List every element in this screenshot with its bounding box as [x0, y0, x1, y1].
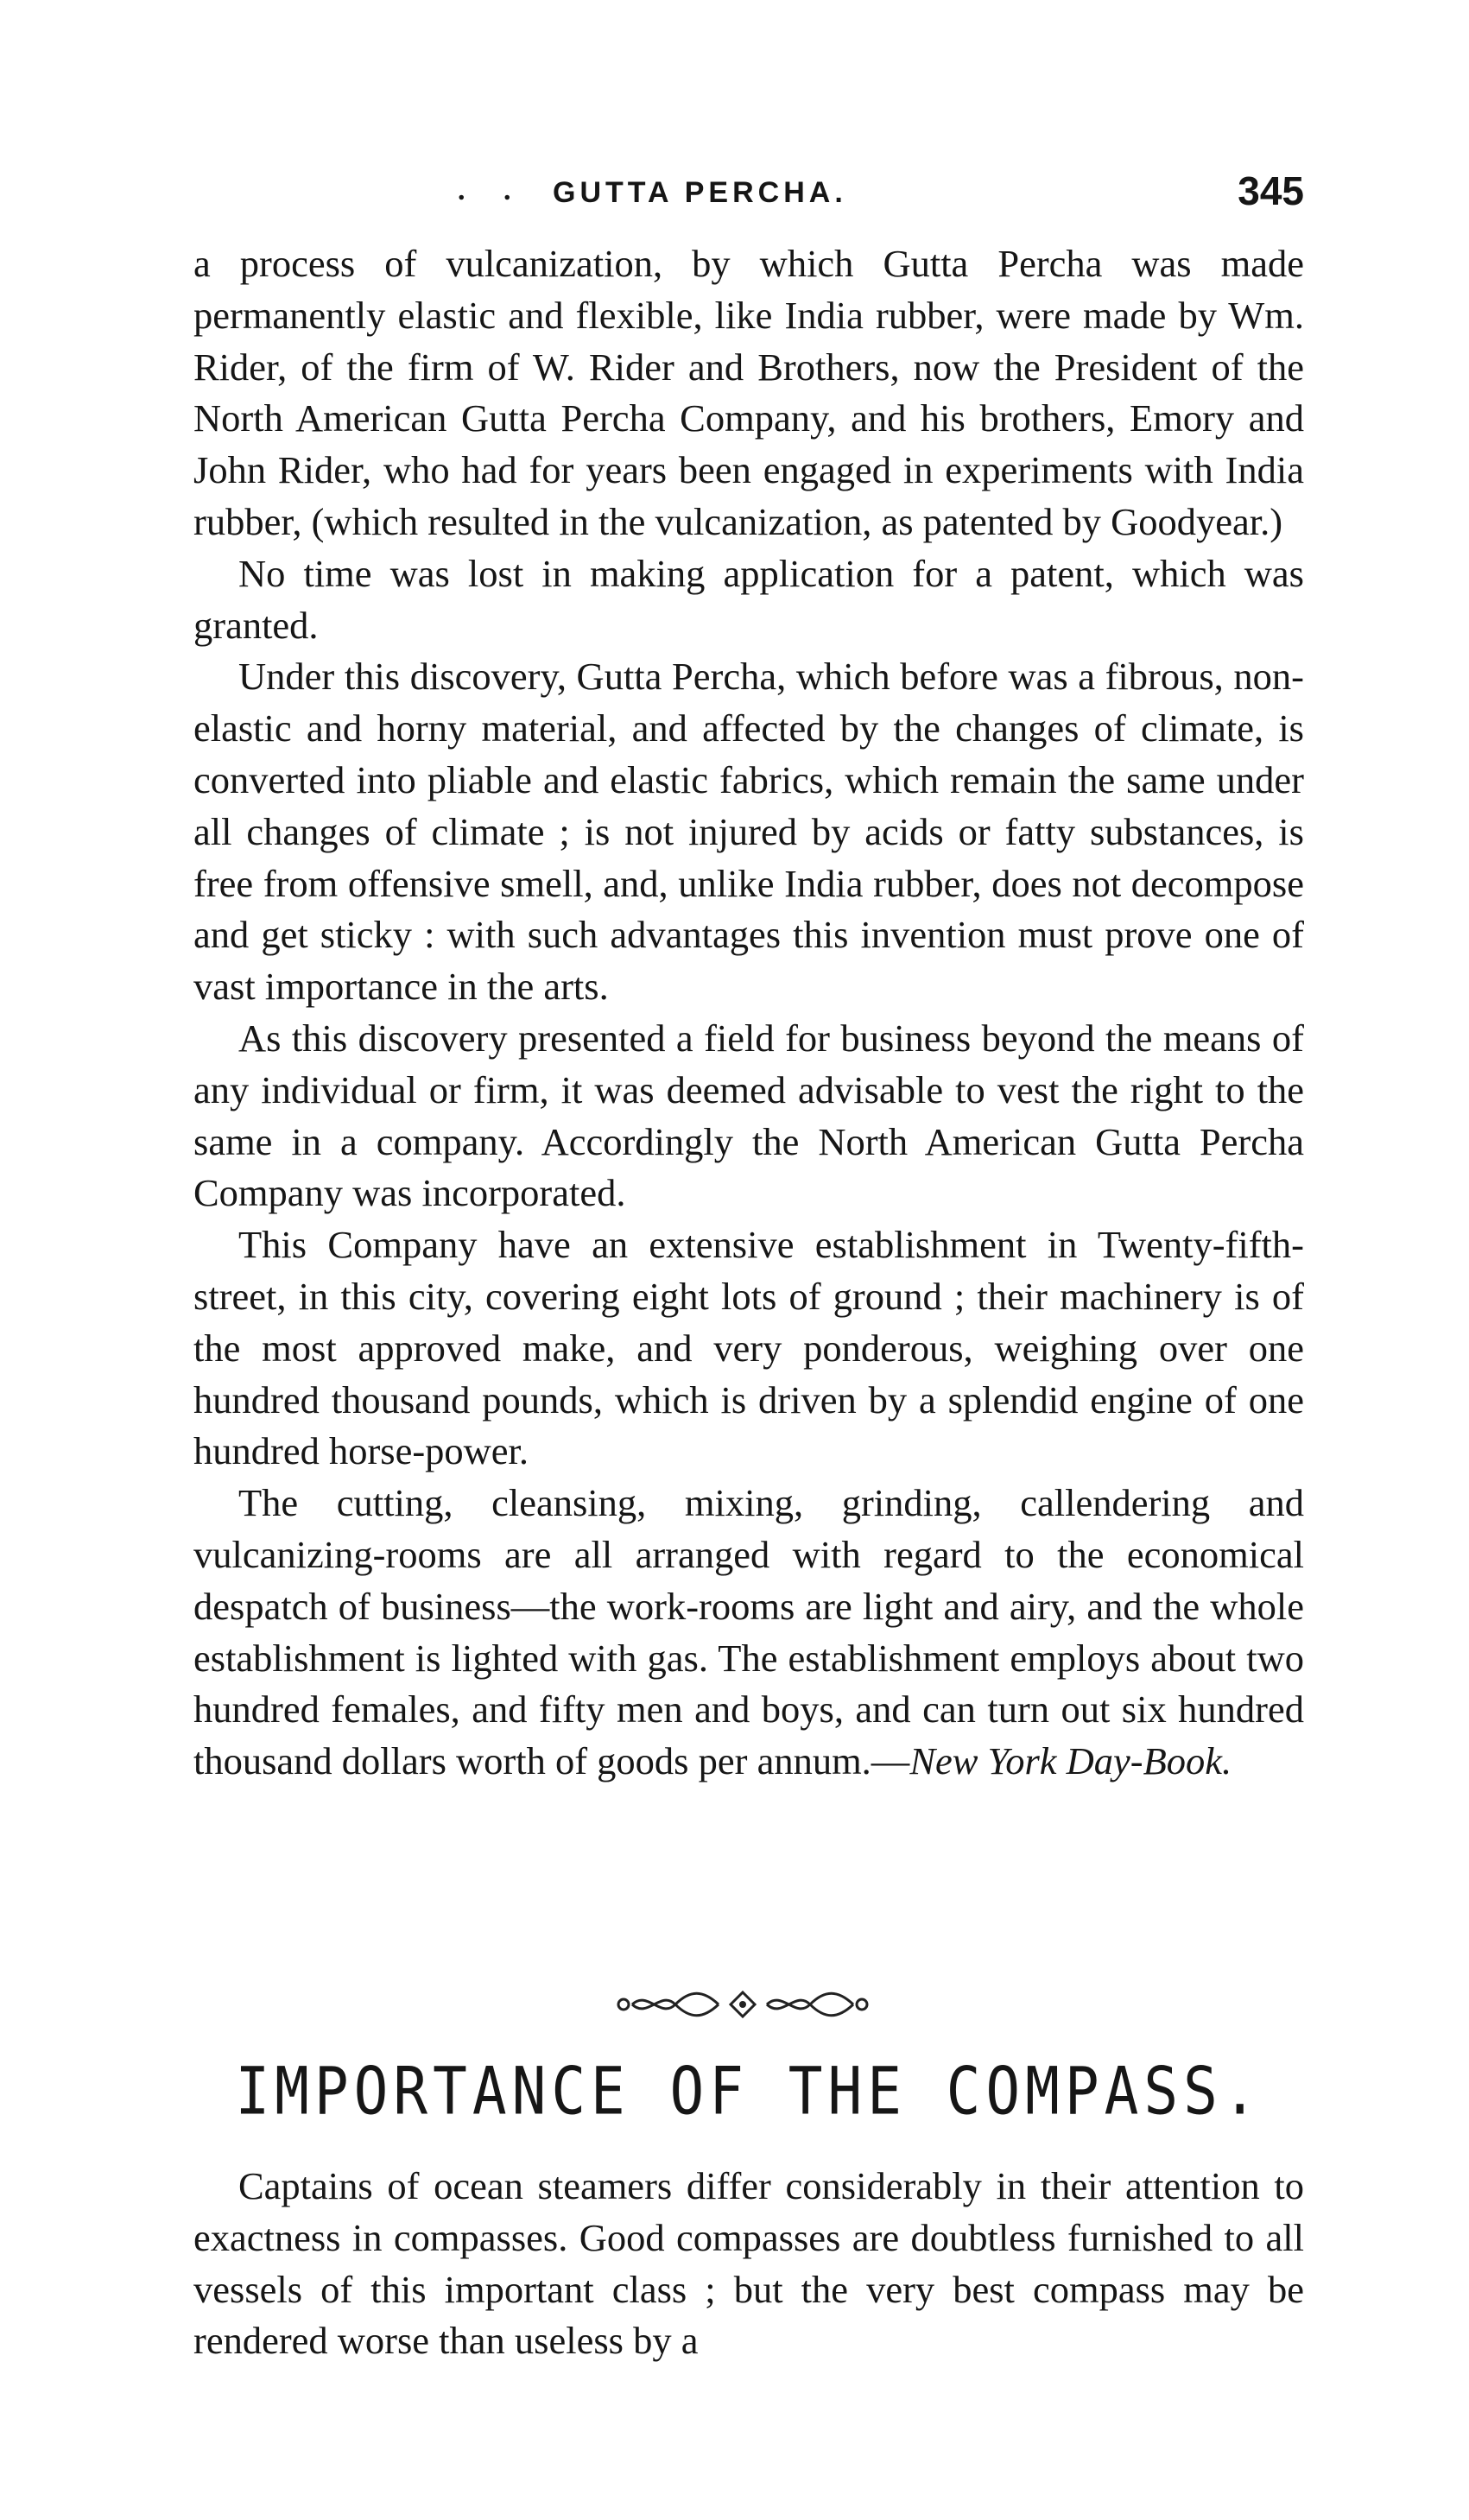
running-head-dots: . .: [458, 174, 527, 206]
paragraph-rooms: [193, 1478, 1304, 1788]
article-body: [193, 238, 1304, 1788]
paragraph-discovery: Under this discovery, Gutta Percha, which before was a fibrous, non-elastic and horny material, and affected by the changes of climate, is converted into pliable and elastic fabrics, which remain the same under all changes of climate ; is not injured by acids or fatty substances, is free from offensive smell, and, unlike India rubber, does not decompose and get sticky : with such advantages this invention must prove one of vast importance in the arts.: [193, 655, 1304, 1009]
decorative-ornament: [613, 1983, 872, 2026]
running-head: [181, 168, 1304, 218]
paragraph-continued: a process of vulcanization, by which Gutta Percha was made permanently elastic and flexible, like India rubber, were made by Wm. Rider, of the firm of W. Rider and Brothers, now the President of the North American Gutta Percha Company, and his brothers, Emory and John Rider, who had for years been engaged in experiments with India rubber, (which resulted in the vulcanization, as patented by Goodyear.): [193, 242, 1304, 543]
source-citation: New York Day-Book.: [909, 1739, 1232, 1783]
page-number: 345: [1238, 168, 1304, 213]
section-body: [193, 2161, 1304, 2367]
section-heading: IMPORTANCE OF THE COMPASS.: [235, 2053, 1263, 2130]
paragraph-company: As this discovery presented a field for business beyond the means of any individual or firm, it was deemed advisable to vest the right to the same in a company. Accordingly the North American Gutta Percha Company was incorporated.: [193, 1016, 1304, 1215]
paragraph-compass: Captains of ocean steamers differ considerably in their attention to exactness in compasses. Good compasses are doubtless furnished to all vessels of this important class ; but the very best compass may be rendered worse than useless by a: [193, 2164, 1304, 2363]
paragraph-patent: No time was lost in making application for a patent, which was granted.: [193, 551, 1304, 647]
paragraph-establishment: This Company have an extensive establishment in Twenty-fifth-street, in this city, covering eight lots of ground ; their machinery is of the most approved make, and very ponderous, weighing over one hundred thousand pounds, which is driven by a splendid engine of one hundred horse-power.: [193, 1223, 1304, 1473]
paragraph-rooms-text: The cutting, cleansing, mixing, grinding, callendering and vulcanizing-rooms are all arranged with regard to the economical despatch of business—the work-rooms are light and airy, and the whole establishment is lighted with gas. The establishment employs about two hundred females, and fifty men and boys, and can turn out six hundred thousand dollars worth of goods per annum.—: [193, 1481, 1304, 1783]
running-title: GUTTA PERCHA.: [553, 176, 847, 209]
